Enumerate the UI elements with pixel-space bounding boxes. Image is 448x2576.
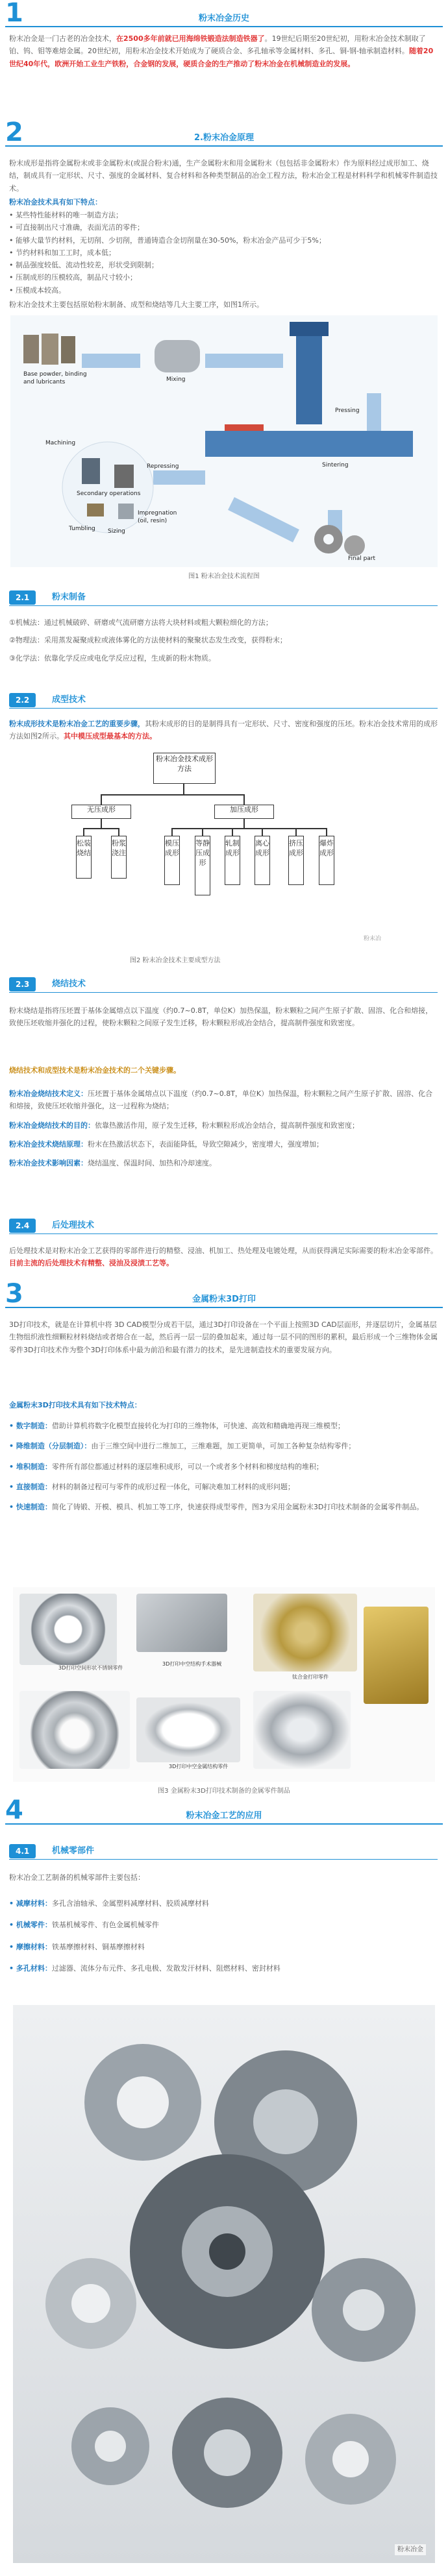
- subsection-title: 后处理技术: [52, 1221, 95, 1230]
- process-flow-diagram: [10, 315, 438, 567]
- subsection-tag-2-1: 2.1: [9, 590, 36, 605]
- tree-node-pressure: 加压成形: [214, 805, 274, 819]
- applications-intro: 粉末冶金工艺制备的机械零部件主要包括：: [9, 1873, 145, 1882]
- tree-leaf-extrusion: 挤压成形: [288, 836, 304, 885]
- tree-leaf-loose-sintering: 松装烧结: [76, 836, 92, 879]
- tree-leaf-slip-casting: 粉浆浇注: [111, 836, 127, 879]
- label-secondary: Secondary operations: [77, 491, 141, 497]
- label-part-3: 钛合金打印零件: [292, 1674, 329, 1680]
- subsection-tag-2-2: 2.2: [9, 693, 36, 707]
- section-number: 2: [5, 117, 23, 147]
- section-2-header: [5, 117, 443, 147]
- tree-leaf-isostatic: 等静压成形: [195, 836, 210, 895]
- label-pressing: Pressing: [335, 407, 360, 414]
- figure-1-caption: 图1 粉末冶金技术流程图: [188, 573, 260, 580]
- label-machining: Machining: [45, 440, 76, 446]
- section-title: 2.粉末冶金原理: [194, 133, 254, 143]
- figure-2-caption: 图2 粉末冶金技术主要成型方法: [130, 957, 221, 964]
- subsection-title: 粉末制备: [52, 592, 86, 602]
- 3d-features-heading: 金属粉末3D打印技术具有如下技术特点：: [9, 1401, 142, 1409]
- section-number: 3: [5, 1279, 23, 1309]
- 3d-parts-collage: [13, 1587, 435, 1782]
- photo-ring-part: [19, 1691, 130, 1769]
- figure-3-caption: 图3 金属粉末3D打印技术制备的金属零件制品: [158, 1788, 290, 1795]
- divider: [9, 605, 438, 606]
- tree-leaf-explosive: 爆炸成形: [319, 836, 334, 885]
- tree-root: 粉末冶金技术成形方法: [153, 753, 216, 784]
- process-intro: 粉末冶金技术主要包括原始粉末制备、成型和烧结等几大主要工序，如图1所示。: [9, 300, 264, 309]
- divider: [9, 1859, 438, 1860]
- section-4-header: [5, 1795, 443, 1825]
- 3d-features-list: • 数字制造：借助计算机将数字化模型直接转化为打印的三维物体，可快速、高效和精确地再现三维模型； • 降维制造（分层制造）：由于三维空间中进行二维加工，三维难题，加工更简单，可加工各种复杂结构零件； • 堆积制造：零件所有部位都通过材料的逐层堆积成形，可以一个或者多个材料和梯度结构的堆积； • 直接制造：材料的制备过程可与零件的成形过程一体化，可解决难加工材料的成形问题； • 快速制造：简化了铸锻、开模、模具、机加工等工序，快速获得成型零件，图3为采用金属粉末3D打印技术制备的金属零件制品。: [9, 1422, 424, 1511]
- divider: [9, 1233, 438, 1234]
- history-paragraph: 粉末冶金是一门古老的冶金技术，在2500多年前就已用海绵铁锻造法制造铁器了。19世纪后期至20世纪初，用粉末冶金技术制取了铂、钨、钼等难熔金属。20世纪初，用粉末冶金技术开始成为了硬质合金、多孔轴承等金属材料、多孔、铜-钢-轴承制造材料。随着20世纪40年代，欧洲开始工业生产铁粉，合金钢的发展，硬质合金的生产推动了粉末冶金在机械制造业的发展。: [9, 34, 434, 68]
- photo-stainless-part: [19, 1594, 117, 1665]
- label-sintering: Sintering: [322, 462, 349, 468]
- section-3-header: [5, 1279, 443, 1309]
- section-number: 4: [5, 1795, 23, 1825]
- tree-leaf-rolling: 轧制成形: [225, 836, 240, 885]
- features-heading: 粉末冶金技术具有如下特点：: [9, 198, 102, 206]
- principle-paragraph: 粉末成形是指将金属粉末或非金属粉末(或混合粉末)通，生产金属粉末和用金属粉末（包包括非金属粉末）作为原料经过成形加工、烧结，制成具有一定形状、尺寸、强度的金属材料、复合材料和各种类型制品的冶金工程方法，粉末冶金工程是材料科学和机械零件制造技术。: [9, 159, 438, 193]
- subsection-tag-4-1: 4.1: [9, 1844, 36, 1858]
- photo-turbine-part: [253, 1691, 351, 1769]
- powder-prep-list: ①机械法：通过机械破碎、研磨或气流研磨方法将大块材料或粗大颗粒细化的方法； ②物理法：采用蒸发凝聚成粒或液体雾化的方法使材料的聚聚状态发生改变，获得粉末； ③化学法：依靠化学反应或电化学反应过程，生成新的粉末物质。: [9, 618, 287, 662]
- sintering-paragraph: 粉末烧结是指将压坯置于基体金属熔点以下温度（约0.7~0.8T，单位K）加热保温，粉末颗粒之间产生原子扩散、固溶、化合和熔接，致使压坯收缩并强化的过程，使粉末颗粒之间原子发生迁移，粉末颗粒形成冶金结合，提高制件强度和致密度。: [9, 1006, 433, 1028]
- 3d-printing-paragraph: 3D打印技术，就是在计算机中将 3D CAD模型分成若干层，通过3D打印设备在一个平面上按照3D CAD层面形，并逐层切片，金属基层生物组织液性细颗粒材料烧结或者熔合在一起，然后再一层一层的叠加起来，通过每一层不同的图形的累积，最后形成一个三维物体金属零件3D打印技术作为整个3D打印体系中最为前沿和最有潜力的技术，是先进制造技术的重要发展方向。: [9, 1320, 438, 1354]
- label-part-4: 3D打印中空金属结构零件: [169, 1764, 229, 1769]
- section-1-header: [5, 0, 443, 28]
- section-title: 粉末冶金工艺的应用: [186, 1811, 262, 1821]
- applications-list: • 减摩材料：多孔含油轴承、金属塑料减摩材料、胶质减摩材料 • 机械零件：铁基机械零件、有色金属机械零件 • 摩擦材料：铁基摩擦材料、铜基摩擦材料 • 多孔材料：过滤器、流体分布元件、多孔电极、发散发汗材料、阻燃材料、密封材料: [9, 1899, 280, 1973]
- divider: [9, 992, 438, 993]
- label-part-1: 3D打印空间形状不锈钢零件: [58, 1665, 123, 1671]
- tree-leaf-die-pressing: 模压成形: [164, 836, 180, 885]
- sintering-details: 粉末冶金烧结技术定义：压坯置于基体金属熔点以下温度（约0.7~0.8T，单位K）加热保温，粉末颗粒之间产生原子扩散、固溶、化合和熔接，致使压坯收缩并强化，这一过程称为烧结； 粉末冶金烧结技术的目的：依靠热激活作用，原子发生迁移，粉末颗粒形成冶金结合，提高制件强度和致密度； 粉末冶金技术烧结原理：粉末在热激活状态下，表面能降低，导致空隙减少，密度增大，强度增加； 粉末冶金技术影响因素：烧结温度、保温时间、加热和冷却速度。: [9, 1089, 433, 1167]
- subsection-tag-2-3: 2.3: [9, 977, 36, 991]
- label-repressing: Repressing: [147, 463, 179, 470]
- label-impregnation: Impregnation (oil, resin): [138, 510, 177, 524]
- label-base-powder: Base powder, binding and lubricants: [23, 371, 87, 385]
- label-mixing: Mixing: [166, 376, 186, 383]
- subsection-title: 烧结技术: [52, 979, 86, 989]
- section-title: 粉末冶金历史: [198, 14, 249, 23]
- photo-surgical-tool: [136, 1594, 227, 1652]
- section-number: 1: [5, 0, 23, 28]
- photo-gold-part: [364, 1607, 429, 1704]
- parts-photo-svg: [13, 2005, 435, 2563]
- label-final-part: Final part: [348, 555, 376, 562]
- subsection-title: 机械零部件: [52, 1846, 95, 1856]
- section-title: 金属粉末3D打印: [192, 1294, 256, 1304]
- post-treatment-paragraph: 后处理技术是对粉末冶金工艺获得的零部件进行的精整、浸油、机加工、热处理及电镀处理，从而获得满足实际需要的粉末冶金零部件。目前主流的后处理技术有精整、浸油及浸渍工艺等。: [9, 1246, 438, 1268]
- forming-methods-tree: [0, 746, 448, 947]
- photo-hollow-part: [136, 1697, 240, 1762]
- sintering-key-note: 烧结技术和成型技术是粉末冶金技术的二个关键步骤。: [9, 1066, 180, 1075]
- subsection-title: 成型技术: [52, 695, 86, 705]
- mechanical-parts-photo: [13, 2005, 435, 2563]
- label-tumbling: Tumbling: [69, 526, 95, 532]
- subsection-tag-2-4: 2.4: [9, 1219, 36, 1233]
- tree-node-no-pressure: 无压成形: [71, 805, 131, 819]
- photo-titanium-part: [253, 1594, 357, 1671]
- watermark: 粉末冶金: [395, 2544, 426, 2556]
- tree-leaf-centrifugal: 离心成形: [255, 836, 270, 885]
- watermark-logo: 粉末冶: [364, 936, 382, 942]
- forming-paragraph: 粉末成形技术是粉末冶金工艺的重要步骤，其粉末成形的目的是制得具有一定形状、尺寸、密度和强度的压坯。粉末冶金技术常用的成形方法如图2所示。其中模压成型最基本的方法。: [9, 720, 438, 741]
- label-sizing: Sizing: [108, 528, 125, 535]
- divider: [9, 708, 438, 709]
- label-part-2: 3D打印中空结构手术器械: [162, 1661, 222, 1667]
- features-list: • 某些特性能材料的唯一制造方法； • 可直接制出尺寸准确，表面光洁的零件； • 能够大量节约材料，无切削、少切削，普通铸造合金切削量在30-50%，粉末冶金产品可少于5%； • 节约材料和加工工时，成本低； • 制品强度较低、流动性较差，形状受到限制； • 压制成形的压模较高，制品尺寸较小； • 压模成本较高。: [9, 211, 326, 295]
